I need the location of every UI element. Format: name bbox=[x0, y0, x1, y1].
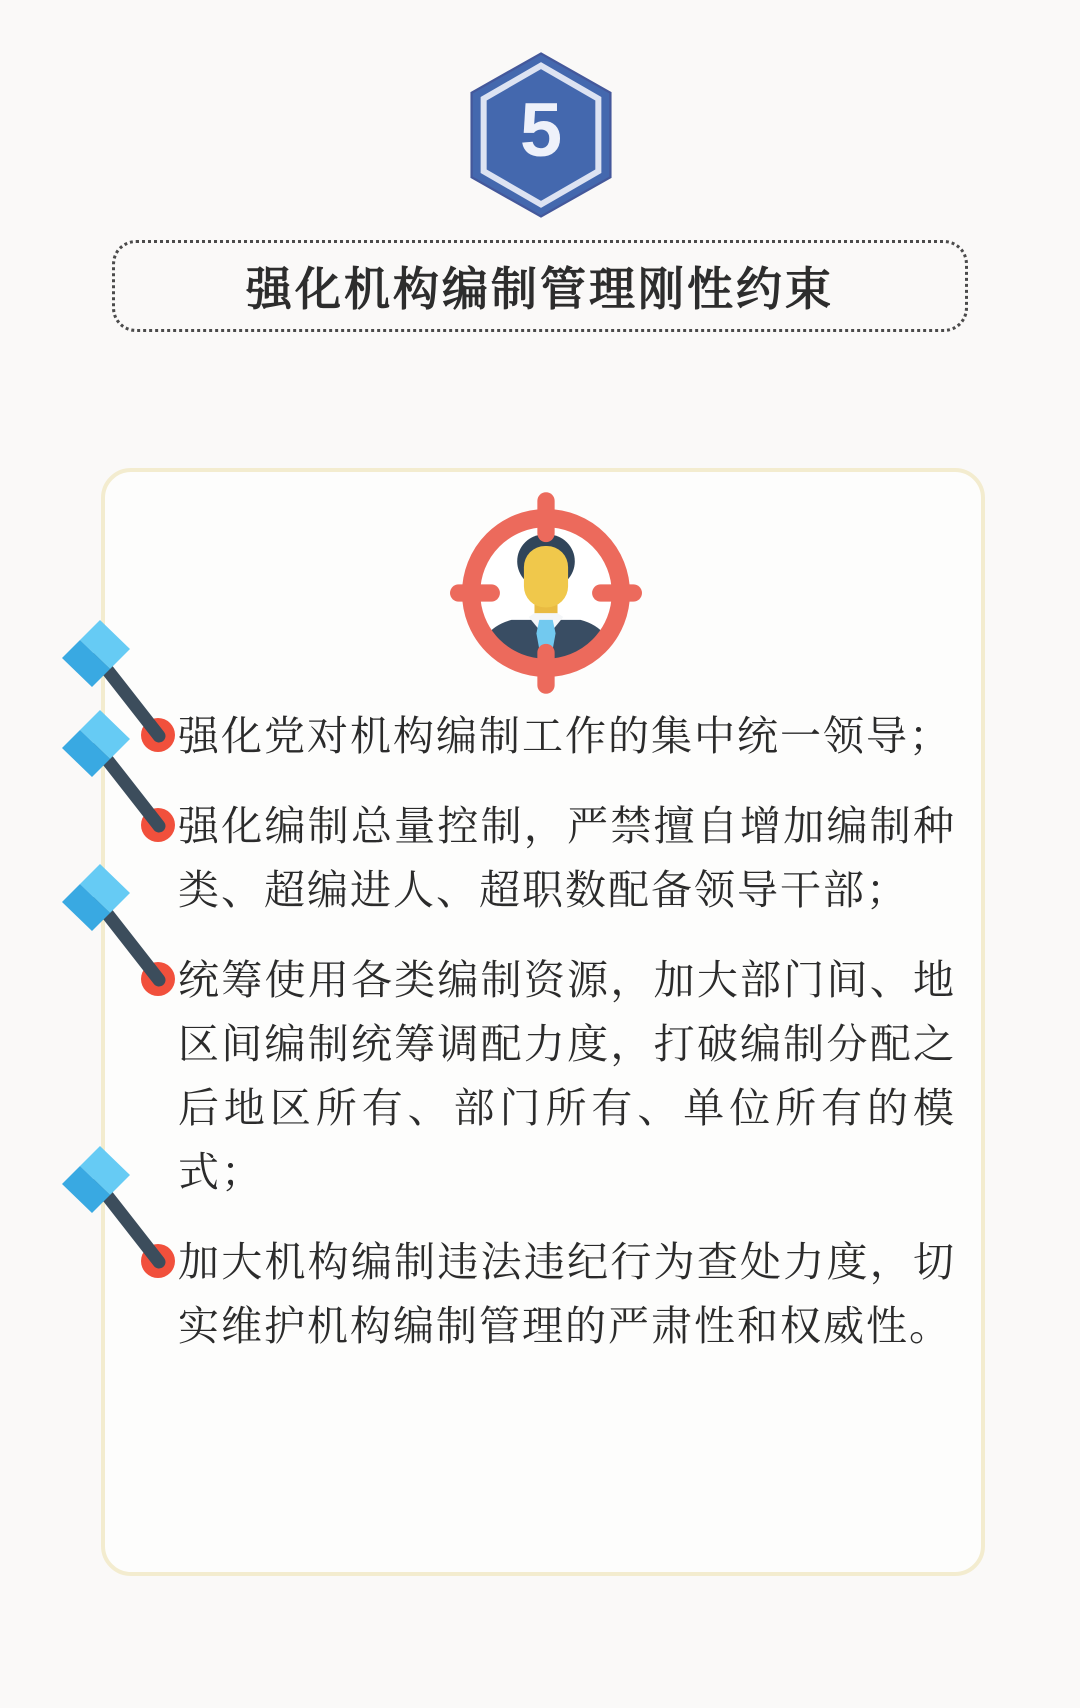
list-item-text: 统筹使用各类编制资源，加大部门间、地区间编制统筹调配力度，打破编制分配之后地区所有、部门所有、单位所有的模式； bbox=[178, 957, 956, 1195]
list-item-text: 强化党对机构编制工作的集中统一领导； bbox=[178, 713, 952, 759]
section-title: 强化机构编制管理刚性约束 bbox=[246, 263, 834, 315]
list-item bbox=[178, 948, 956, 1204]
list-item bbox=[178, 794, 956, 922]
bullet-list bbox=[178, 704, 956, 1384]
list-item-text: 加大机构编制违法违纪行为查处力度，切实维护机构编制管理的严肃性和权威性。 bbox=[178, 1239, 956, 1349]
section-title-box bbox=[112, 240, 968, 332]
list-item-text: 强化编制总量控制，严禁擅自增加编制种类、超编进人、超职数配备领导干部； bbox=[178, 803, 956, 913]
list-item bbox=[178, 1230, 956, 1358]
list-item bbox=[178, 704, 956, 768]
section-number-badge bbox=[465, 52, 617, 218]
target-person-icon bbox=[450, 490, 642, 696]
section-number: 5 bbox=[519, 87, 563, 173]
